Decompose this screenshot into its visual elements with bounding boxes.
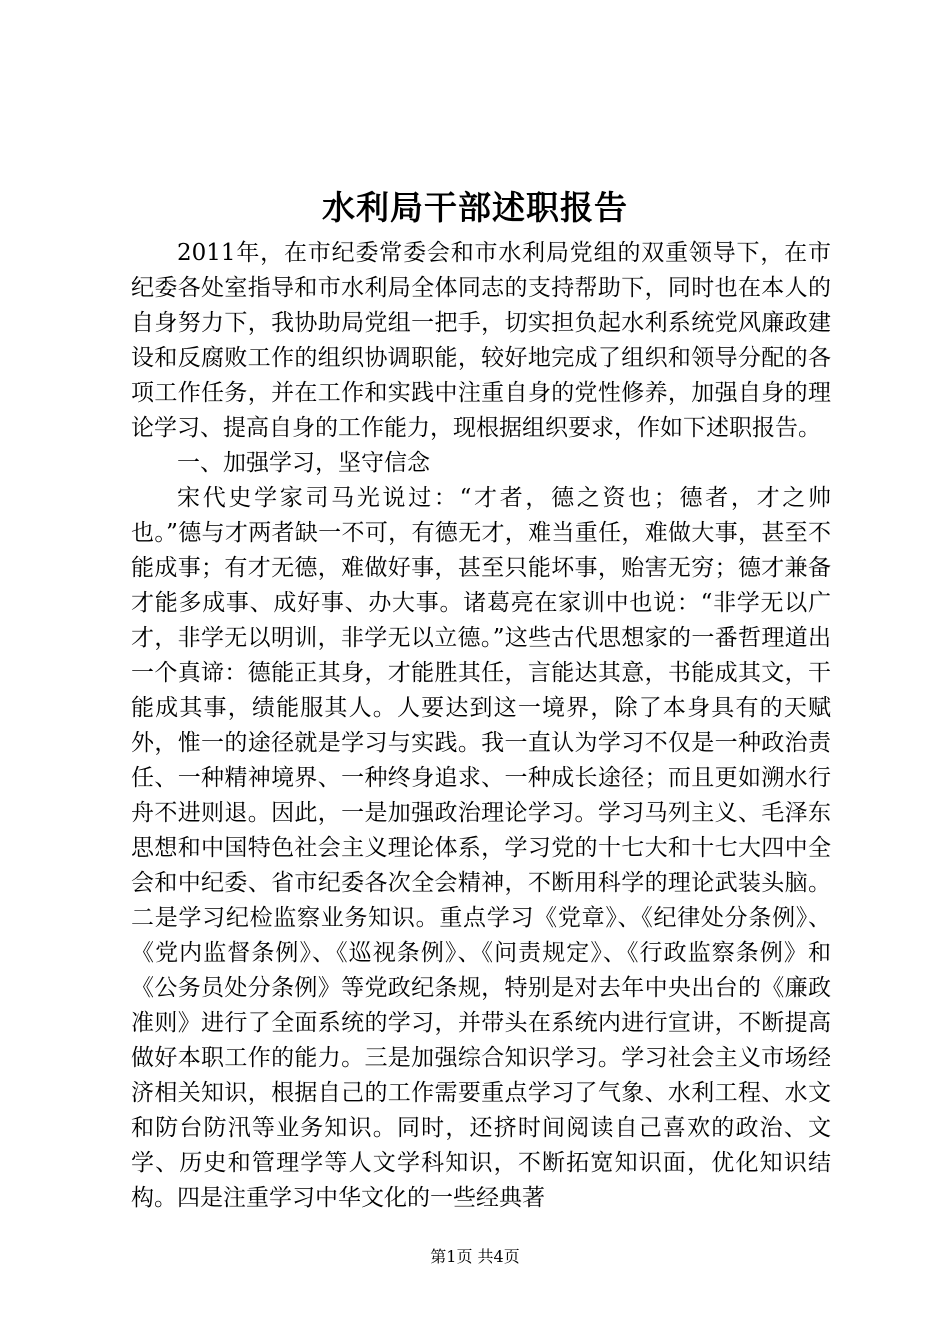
paragraph-intro: 2011年，在市纪委常委会和市水利局党组的双重领导下，在市纪委各处室指导和市水利局全体同志的支持帮助下，同时也在本人的自身努力下，我协助局党组一把手，切实担负起水利系统党风廉政建设和反腐败工作的组织协调职能，较好地完成了组织和领导分配的各项工作任务，并在工作和实践中注重自身的党性修养，加强自身的理论学习、提高自身的工作能力，现根据组织要求，作如下述职报告。	[131, 240, 831, 441]
section-heading: 一、加强学习，坚守信念	[177, 450, 430, 476]
document-title: 水利局干部述职报告	[322, 188, 628, 227]
paragraph-study: 宋代史学家司马光说过：“才者，德之资也；德者，才之帅也。”德与才两者缺一不可，有德无才，难当重任，难做大事，甚至不能成事；有才无德，难做好事，甚至只能坏事，贻害无穷；德才兼备才能多成事、成好事、办大事。诸葛亮在家训中也说：“非学无以广才，非学无以明训，非学无以立德。”这些古代思想家的一番哲理道出一个真谛：德能正其身，才能胜其任，言能达其意，书能成其文，干能成其事，绩能服其人。人要达到这一境界，除了本身具有的天赋外，惟一的途径就是学习与实践。我一直认为学习不仅是一种政治责任、一种精神境界、一种终身追求、一种成长途径；而且更如溯水行舟不进则退。因此，一是加强政治理论学习。学习马列主义、毛泽东思想和中国特色社会主义理论体系，学习党的十七大和十七大四中全会和中纪委、省市纪委各次全会精神，不断用科学的理论武装头脑。二是学习纪检监察业务知识。重点学习《党章》、《纪律处分条例》、《党内监督条例》、《巡视条例》、《问责规定》、《行政监察条例》和《公务员处分条例》等党政纪条规，特别是对去年中央出台的《廉政准则》进行了全面系统的学习，并带头在系统内进行宣讲，不断提高做好本职工作的能力。三是加强综合知识学习。学习社会主义市场经济相关知识，根据自己的工作需要重点学习了气象、水利工程、水文和防台防汛等业务知识。同时，还挤时间阅读自己喜欢的政治、文学、历史和管理学等人文学科知识，不断拓宽知识面，优化知识结构。四是注重学习中华文化的一些经典著	[131, 485, 831, 1211]
document-body	[131, 236, 831, 1216]
page-footer: 第1页 共4页	[430, 1247, 520, 1266]
